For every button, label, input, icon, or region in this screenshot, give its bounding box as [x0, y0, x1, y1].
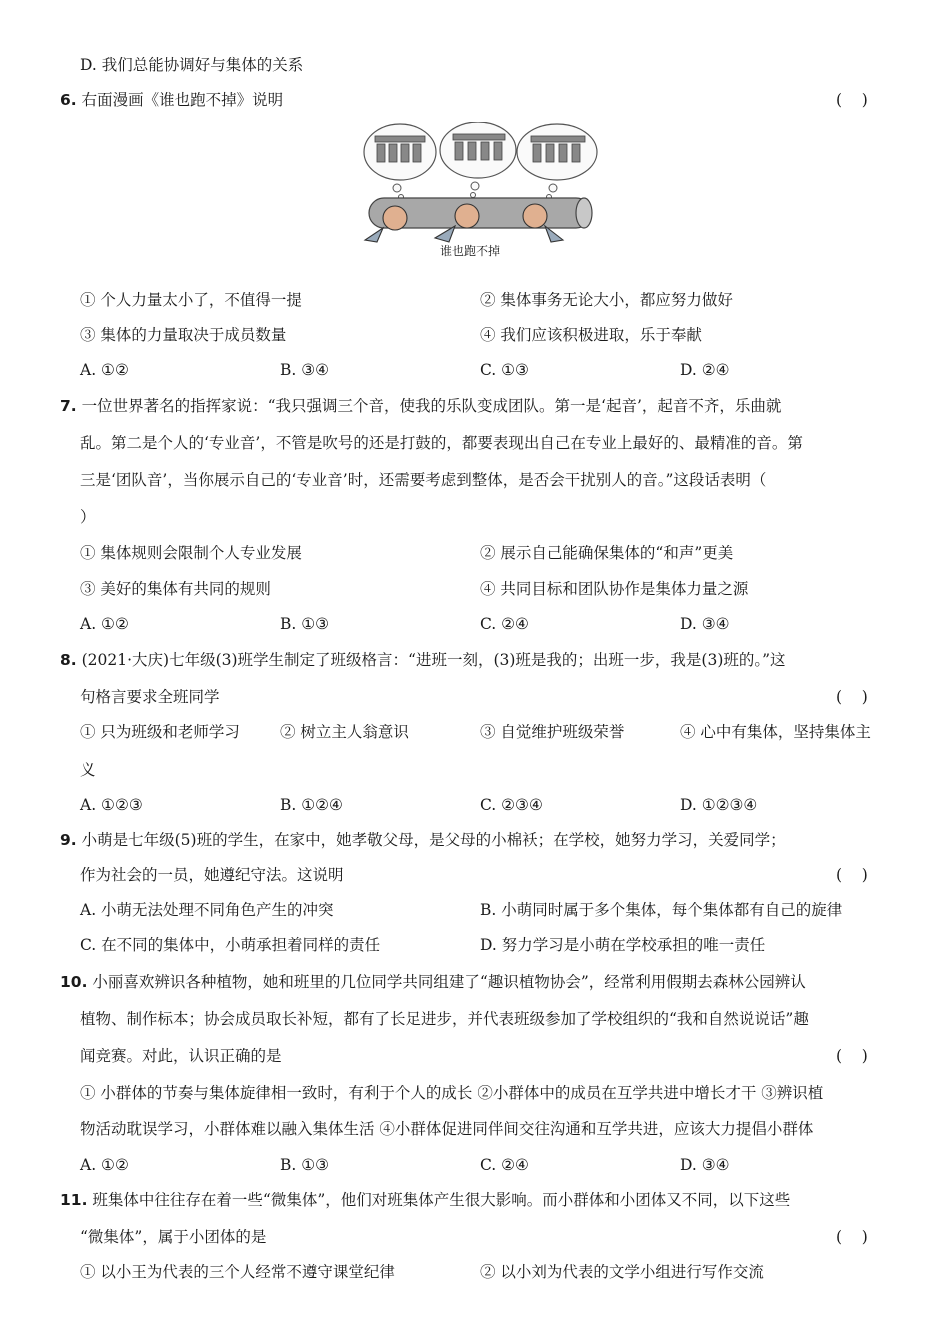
q7-text-1: 一位世界著名的指挥家说：“我只强调三个音，使我的乐队变成团队。第一是‘起音’，起音不齐，乐曲就	[81, 397, 782, 415]
q8-stem-line-1	[60, 650, 786, 670]
q10-items-line-1: ① 小群体的节奏与集体旋律相一致时，有利于个人的成长 ②小群体中的成员在互学共进中增长才干 ③辨识植	[80, 1084, 824, 1102]
q8-choice-b: B. ①②④	[280, 796, 343, 814]
q11-item-2: ② 以小刘为代表的文学小组进行写作交流	[480, 1263, 764, 1281]
q7-stem-line-2: 乱。第二是个人的‘专业音’，不管是吹号的还是打鼓的，都要表现出自己在专业上最好的、最精准的音。第	[80, 434, 803, 452]
q9-choice-a: A. 小萌无法处理不同角色产生的冲突	[80, 901, 334, 919]
q9-stem-line-1	[60, 830, 786, 850]
q8-item-2: ② 树立主人翁意识	[280, 723, 409, 741]
q11-stem-line-2: “微集体”，属于小团体的是	[80, 1228, 267, 1246]
q7-item-2: ② 展示自己能确保集体的“和声”更美	[480, 544, 734, 562]
q10-choice-c: C. ②④	[480, 1156, 529, 1174]
q9-choice-d: D. 努力学习是小萌在学校承担的唯一责任	[480, 936, 766, 954]
q8-choice-d: D. ①②③④	[680, 796, 758, 814]
q10-stem-line-2: 植物、制作标本；协会成员取长补短，都有了长足进步，并代表班级参加了学校组织的“我和自然说说话”趣	[80, 1010, 809, 1028]
q10-items-line-2: 物活动耽误学习，小群体难以融入集体生活 ④小群体促进同伴间交往沟通和互学共进，应该大力提倡小群体	[80, 1120, 814, 1138]
q8-choice-a: A. ①②③	[80, 796, 143, 814]
q10-number: 10.	[60, 973, 88, 991]
q9-choice-c: C. 在不同的集体中，小萌承担着同样的责任	[80, 936, 381, 954]
q10-choice-d: D. ③④	[680, 1156, 730, 1174]
q10-text-1: 小丽喜欢辨识各种植物，她和班里的几位同学共同组建了“趣识植物协会”，经常利用假期去森林公园辨认	[92, 973, 806, 991]
q6-number: 6.	[60, 91, 77, 109]
q10-choice-b: B. ①③	[280, 1156, 330, 1174]
q6-choice-b: B. ③④	[280, 361, 330, 379]
q8-item-1: ① 只为班级和老师学习	[80, 723, 240, 741]
cartoon-caption: 谁也跑不掉	[440, 244, 501, 258]
q7-item-1: ① 集体规则会限制个人专业发展	[80, 544, 302, 562]
q6-choice-d: D. ②④	[680, 361, 730, 379]
q8-item-3: ③ 自觉维护班级荣誉	[480, 723, 625, 741]
q6-text: 右面漫画《谁也跑不掉》说明	[81, 91, 284, 109]
cartoon-illustration	[355, 122, 605, 260]
q8-number: 8.	[60, 651, 77, 669]
q7-stem-line-4: ）	[80, 508, 96, 526]
q9-number: 9.	[60, 831, 77, 849]
q11-stem-line-1	[60, 1190, 790, 1210]
q6-answer-blank: ( )	[836, 91, 868, 109]
prev-option-d: D. 我们总能协调好与集体的关系	[80, 56, 304, 74]
q8-answer-blank: ( )	[836, 688, 868, 706]
q9-stem-line-2: 作为社会的一员，她遵纪守法。这说明	[80, 866, 344, 884]
q6-choice-c: C. ①③	[480, 361, 529, 379]
q6-item-3: ③ 集体的力量取决于成员数量	[80, 326, 287, 344]
q8-choice-c: C. ②③④	[480, 796, 543, 814]
q11-item-1: ① 以小王为代表的三个人经常不遵守课堂纪律	[80, 1263, 395, 1281]
q7-choice-b: B. ①③	[280, 615, 330, 633]
q6-item-1: ① 个人力量太小了，不值得一提	[80, 291, 302, 309]
q9-choice-b: B. 小萌同时属于多个集体，每个集体都有自己的旋律	[480, 901, 843, 919]
q8-stem-line-2: 句格言要求全班同学	[80, 688, 220, 706]
q11-number: 11.	[60, 1191, 88, 1209]
q7-item-4: ④ 共同目标和团队协作是集体力量之源	[480, 580, 749, 598]
q7-choice-a: A. ①②	[80, 615, 129, 633]
child-figures	[365, 204, 563, 242]
q8-item-4: ④ 心中有集体，坚持集体主	[680, 723, 871, 741]
q10-choice-a: A. ①②	[80, 1156, 129, 1174]
q7-stem-line-3: 三是‘团队音’，当你展示自己的‘专业音’时，还需要考虑到整体，是否会干扰别人的音。”这段话表明（	[80, 471, 767, 489]
q10-answer-blank: ( )	[836, 1047, 868, 1065]
thought-bubble-left	[364, 124, 436, 180]
q11-text-1: 班集体中往往存在着一些“微集体”，他们对班集体产生很大影响。而小群体和小团体又不同，以下这些	[92, 1191, 791, 1209]
q6-item-4: ④ 我们应该积极进取，乐于奉献	[480, 326, 702, 344]
thought-bubble-middle	[440, 122, 516, 178]
q6-item-2: ② 集体事务无论大小，都应努力做好	[480, 291, 733, 309]
q10-stem-line-1	[60, 972, 806, 992]
q7-number: 7.	[60, 397, 77, 415]
q8-item-4-tail: 义	[80, 761, 96, 779]
q9-answer-blank: ( )	[836, 866, 868, 884]
q6-choice-a: A. ①②	[80, 361, 129, 379]
q11-answer-blank: ( )	[836, 1228, 868, 1246]
q9-text-1: 小萌是七年级(5)班的学生，在家中，她孝敬父母，是父母的小棉袄；在学校，她努力学习，关爱同学；	[81, 831, 786, 849]
q7-item-3: ③ 美好的集体有共同的规则	[80, 580, 271, 598]
q7-stem-line-1	[60, 396, 781, 416]
q7-choice-d: D. ③④	[680, 615, 730, 633]
q10-stem-line-3: 闻竞赛。对此，认识正确的是	[80, 1047, 282, 1065]
thought-bubble-right	[517, 124, 597, 180]
q6-stem	[60, 90, 283, 110]
q8-text-1: (2021·大庆)七年级(3)班学生制定了班级格言：“进班一刻，(3)班是我的；出班一步，我是(3)班的。”这	[81, 651, 786, 669]
q7-choice-c: C. ②④	[480, 615, 529, 633]
